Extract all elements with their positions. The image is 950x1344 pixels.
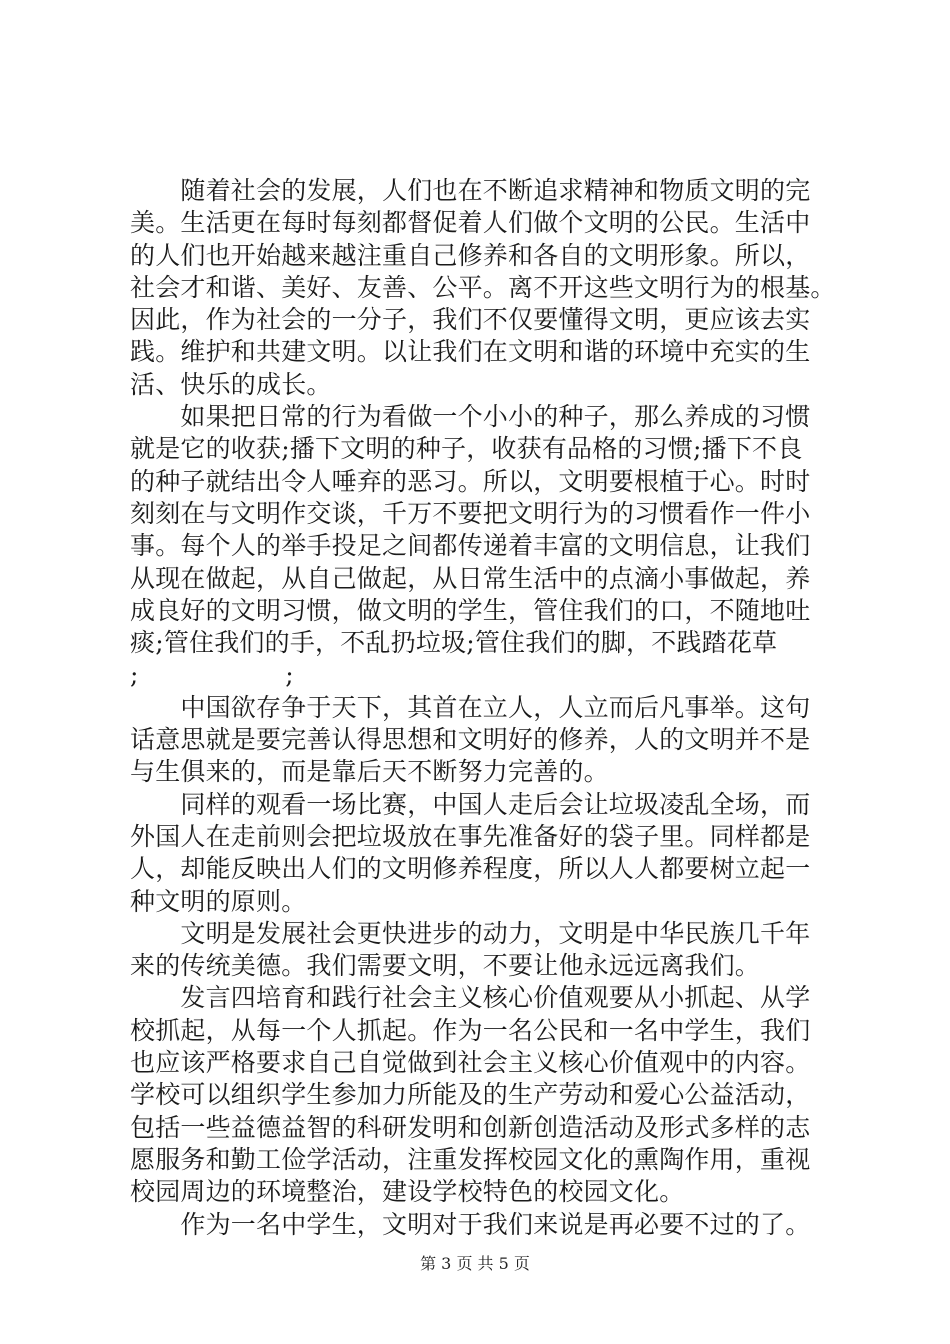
text-line: 校抓起，从每一个人抓起。作为一名公民和一名中学生，我们 [130, 1015, 811, 1045]
text-line: 包括一些益德益智的科研发明和创新创造活动及形式多样的志 [130, 1112, 811, 1142]
text-line: 愿服务和勤工俭学活动，注重发挥校园文化的熏陶作用，重视 [130, 1144, 811, 1174]
text-line: 活、快乐的成长。 [130, 369, 332, 399]
text-line: 美。生活更在每时每刻都督促着人们做个文明的公民。生活中 [130, 208, 811, 238]
text-line: 作为一名中学生，文明对于我们来说是再必要不过的了。 [130, 1209, 811, 1239]
document-body [130, 175, 850, 1241]
text-line: ; ; [130, 660, 294, 690]
text-line: 从现在做起，从自己做起，从日常生活中的点滴小事做起，养 [130, 563, 811, 593]
text-line: 的人们也开始越来越注重自己修养和各自的文明形象。所以， [130, 240, 811, 270]
text-line: 如果把日常的行为看做一个小小的种子，那么养成的习惯 [130, 402, 811, 432]
text-line: 外国人在走前则会把垃圾放在事先准备好的袋子里。同样都是 [130, 821, 811, 851]
text-line: 种文明的原则。 [130, 886, 307, 916]
text-line: 因此，作为社会的一分子，我们不仅要懂得文明，更应该去实 [130, 305, 811, 335]
text-line: 人，却能反映出人们的文明修养程度，所以人人都要树立起一 [130, 854, 811, 884]
text-line: 刻刻在与文明作交谈，千万不要把文明行为的习惯看作一件小 [130, 498, 811, 528]
text-line: 文明是发展社会更快进步的动力，文明是中华民族几千年 [130, 918, 811, 948]
text-line: 事。每个人的举手投足之间都传递着丰富的文明信息，让我们 [130, 531, 811, 561]
text-line: 也应该严格要求自己自觉做到社会主义核心价值观中的内容。 [130, 1048, 811, 1078]
text-line: 的种子就结出令人唾弃的恶习。所以，文明要根植于心。时时 [130, 466, 811, 496]
text-line: 校园周边的环境整治，建设学校特色的校园文化。 [130, 1177, 685, 1207]
text-line: 社会才和谐、美好、友善、公平。离不开这些文明行为的根基。 [130, 272, 836, 302]
text-line: 发言四培育和践行社会主义核心价值观要从小抓起、从学 [130, 983, 811, 1013]
text-line: 痰;管住我们的手，不乱扔垃圾;管住我们的脚，不践踏花草 [130, 628, 778, 658]
text-line: 就是它的收获;播下文明的种子，收获有品格的习惯;播下不良 [130, 434, 803, 464]
text-line: 成良好的文明习惯，做文明的学生，管住我们的口，不随地吐 [130, 595, 811, 625]
text-line: 随着社会的发展，人们也在不断追求精神和物质文明的完 [130, 176, 811, 205]
text-line: 话意思就是要完善认得思想和文明好的修养，人的文明并不是 [130, 725, 811, 755]
text-line: 同样的观看一场比赛，中国人走后会让垃圾凌乱全场，而 [130, 789, 811, 819]
text-line: 来的传统美德。我们需要文明，不要让他永远远离我们。 [130, 951, 761, 981]
text-line: 中国欲存争于天下，其首在立人，人立而后凡事举。这句 [130, 692, 811, 722]
page-footer: 第 3 页 共 5 页 [420, 1254, 530, 1273]
text-line: 践。维护和共建文明。以让我们在文明和谐的环境中充实的生 [130, 337, 811, 367]
text-line: 与生俱来的，而是靠后天不断努力完善的。 [130, 757, 609, 787]
text-line: 学校可以组织学生参加力所能及的生产劳动和爱心公益活动， [130, 1080, 811, 1110]
